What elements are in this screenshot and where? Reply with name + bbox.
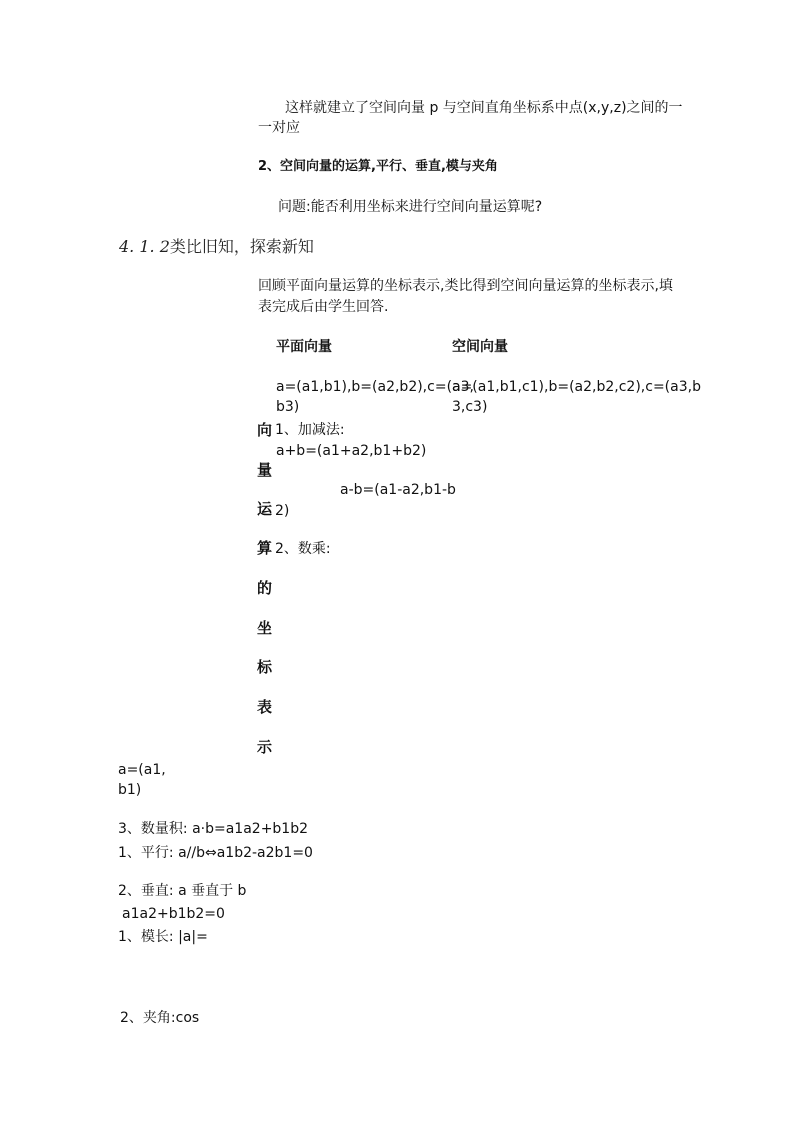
sub-formula: a-b=(a1-a2,b1-b (340, 482, 456, 498)
parallel-condition: 1、平行: a//b⇔a1b2-a2b1=0 (118, 845, 313, 861)
perpendicular-condition: 2、垂直: a 垂直于 b (118, 883, 247, 899)
side-label-char: 算 (257, 539, 273, 557)
vector-def-line-1: a=(a1, (118, 762, 166, 778)
review-line-2: 表完成后由学生回答. (258, 299, 389, 315)
side-label-char: 向 (257, 421, 273, 439)
review-line-1: 回顾平面向量运算的坐标表示,类比得到空间向量运算的坐标表示,填 (258, 278, 673, 294)
dot-product: 3、数量积: a·b=a1a2+b1b2 (118, 821, 309, 837)
section-number: 4. 1. 2 (119, 237, 170, 256)
space-def-line-1: a=(a1,b1,c1),b=(a2,b2,c2),c=(a3,b (452, 379, 701, 395)
section-heading (119, 238, 314, 256)
table-header-plane: 平面向量 (276, 339, 332, 355)
table-header-space: 空间向量 (452, 339, 508, 355)
side-label-char: 运 (257, 500, 273, 518)
intro-line-2: 一对应 (258, 120, 300, 136)
side-label-char: 坐 (257, 619, 273, 637)
modulus-formula: 1、模长: |a|= (118, 929, 208, 945)
angle-formula: 2、夹角:cos (120, 1010, 200, 1026)
add-sub-label: 1、加减法: (275, 422, 345, 438)
heading-operations: 2、空间向量的运算,平行、垂直,模与夹角 (258, 159, 498, 174)
section-title: 类比旧知，探索新知 (169, 237, 314, 256)
sub-formula-tail: 2) (275, 503, 290, 519)
side-label-char: 的 (257, 579, 273, 597)
side-label-char: 示 (257, 738, 273, 756)
plane-def-line-1: a=(a1,b1),b=(a2,b2),c=(a3, (276, 379, 474, 395)
scalar-mul-label: 2、数乘: (275, 541, 331, 557)
side-label-char: 量 (257, 461, 273, 479)
side-label-char: 表 (257, 698, 273, 716)
side-label-char: 标 (257, 658, 273, 676)
add-formula: a+b=(a1+a2,b1+b2) (276, 443, 427, 459)
question-text: 问题:能否利用坐标来进行空间向量运算呢? (278, 199, 543, 215)
perpendicular-formula: a1a2+b1b2=0 (122, 906, 225, 922)
space-def-line-2: 3,c3) (452, 399, 488, 415)
vector-def-line-2: b1) (118, 782, 142, 798)
plane-def-line-2: b3) (276, 399, 300, 415)
intro-line-1: 这样就建立了空间向量 p 与空间直角坐标系中点(x,y,z)之间的一 (285, 100, 683, 116)
